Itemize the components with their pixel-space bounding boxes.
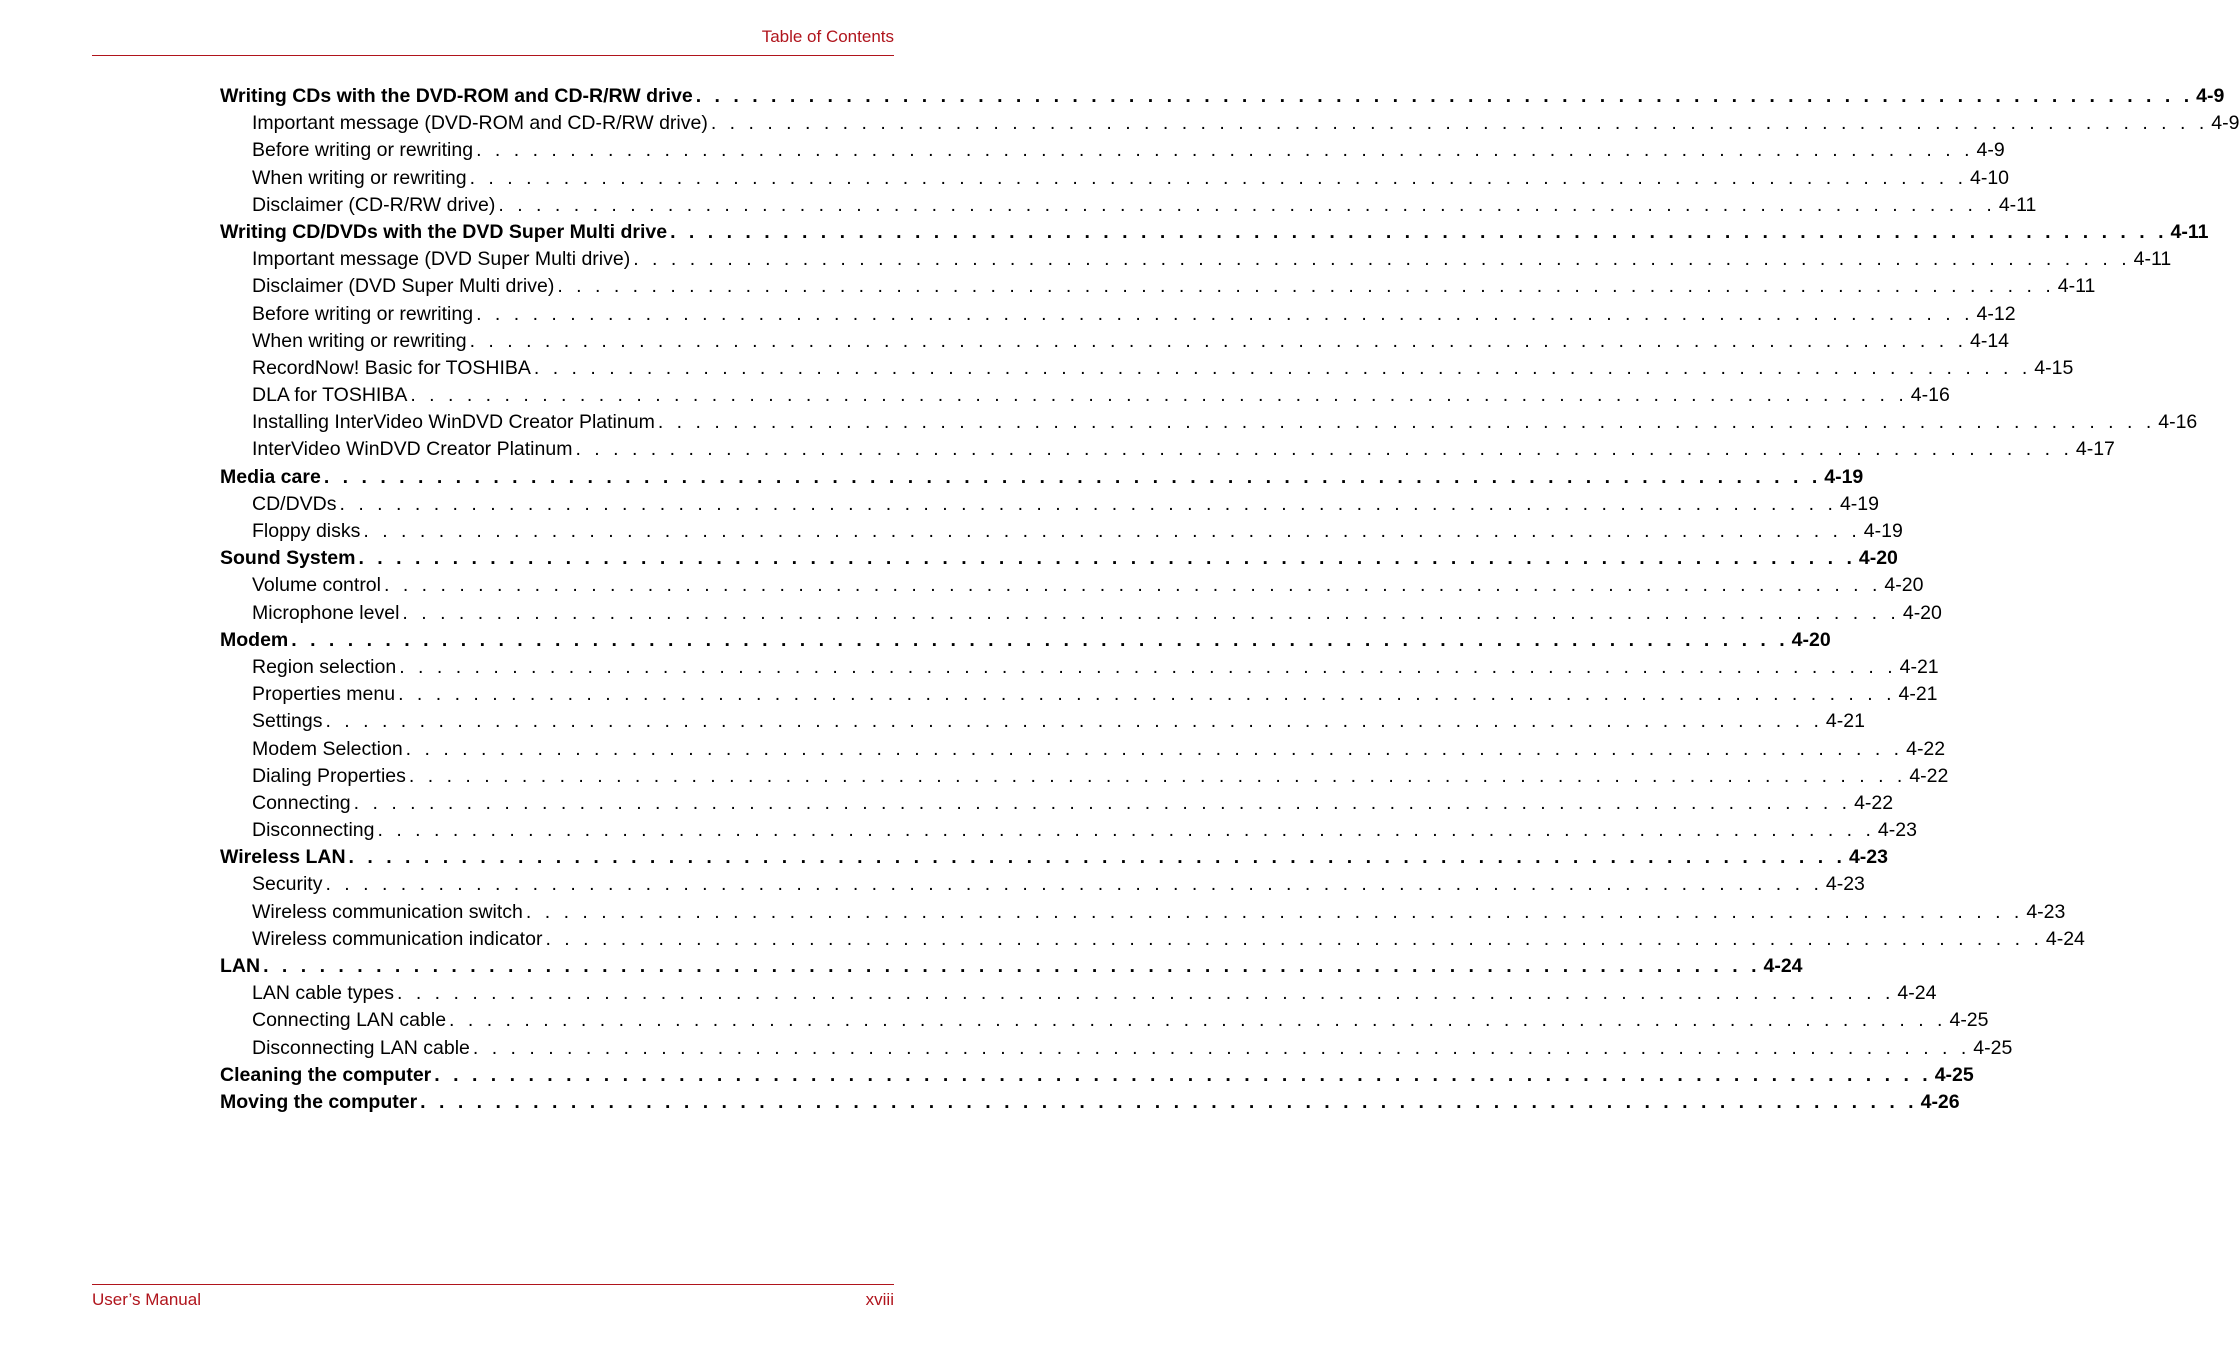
toc-dot-leader: . . . . . . . . . . . . . . . . . . . . . . . . . . . . . . . . . . . . . . . . . . . . . . . . . . . . . . . . . . . . . . . . . . . . . . . . . . . . . . . . [358, 547, 1856, 570]
toc-dot-leader: . . . . . . . . . . . . . . . . . . . . . . . . . . . . . . . . . . . . . . . . . . . . . . . . . . . . . . . . . . . . . . . . . . . . . . . . . . . . . . . . [405, 737, 1904, 760]
toc-subsection-entry[interactable] [220, 681, 1938, 708]
toc-dot-leader: . . . . . . . . . . . . . . . . . . . . . . . . . . . . . . . . . . . . . . . . . . . . . . . . . . . . . . . . . . . . . . . . . . . . . . . . . . . . . . . . [476, 302, 1974, 325]
toc-entry-title: Connecting [252, 791, 351, 814]
toc-entry-title: Important message (DVD-ROM and CD-R/RW drive) [252, 112, 708, 135]
toc-entry-page: 4-17 [2075, 438, 2115, 461]
toc-subsection-entry[interactable] [220, 1007, 1989, 1034]
toc-entry-page: 4-20 [1902, 601, 1942, 624]
toc-entry-title: Writing CD/DVDs with the DVD Super Multi drive [220, 220, 668, 243]
toc-entry-page: 4-23 [1848, 846, 1888, 869]
toc-entry-title: Media care [220, 465, 321, 488]
toc-entry-page: 4-25 [1934, 1063, 1974, 1086]
toc-dot-leader: . . . . . . . . . . . . . . . . . . . . . . . . . . . . . . . . . . . . . . . . . . . . . . . . . . . . . . . . . . . . . . . . . . . . . . . . . . . . . . . . [469, 166, 1967, 189]
toc-entry-page: 4-11 [2057, 275, 2096, 298]
footer-page-number: xviii [865, 1290, 894, 1309]
toc-entry-title: LAN cable types [252, 982, 394, 1005]
toc-dot-leader: . . . . . . . . . . . . . . . . . . . . . . . . . . . . . . . . . . . . . . . . . . . . . . . . . . . . . . . . . . . . . . . . . . . . . . . . . . . . . . . . [657, 411, 2156, 434]
toc-dot-leader: . . . . . . . . . . . . . . . . . . . . . . . . . . . . . . . . . . . . . . . . . . . . . . . . . . . . . . . . . . . . . . . . . . . . . . . . . . . . . . . . [384, 574, 1882, 597]
toc-dot-leader: . . . . . . . . . . . . . . . . . . . . . . . . . . . . . . . . . . . . . . . . . . . . . . . . . . . . . . . . . . . . . . . . . . . . . . . . . . . . . . . . [325, 873, 1823, 896]
toc-entry-title: Cleaning the computer [220, 1063, 432, 1086]
toc-subsection-entry[interactable] [220, 491, 1879, 518]
toc-dot-leader: . . . . . . . . . . . . . . . . . . . . . . . . . . . . . . . . . . . . . . . . . . . . . . . . . . . . . . . . . . . . . . . . . . . . . . . . . . . . . . . . [449, 1009, 1947, 1032]
toc-dot-leader: . . . . . . . . . . . . . . . . . . . . . . . . . . . . . . . . . . . . . . . . . . . . . . . . . . . . . . . . . . . . . . . . . . . . . . . . . . . . . . . . [498, 193, 1996, 216]
toc-subsection-entry[interactable] [220, 708, 1865, 735]
header-rule [92, 55, 894, 56]
toc-dot-leader: . . . . . . . . . . . . . . . . . . . . . . . . . . . . . . . . . . . . . . . . . . . . . . . . . . . . . . . . . . . . . . . . . . . . . . . . . . . . . . . . [434, 1063, 1932, 1086]
toc-entry-title: Before writing or rewriting [252, 302, 474, 325]
toc-entry-page: 4-22 [1854, 791, 1894, 814]
toc-dot-leader: . . . . . . . . . . . . . . . . . . . . . . . . . . . . . . . . . . . . . . . . . . . . . . . . . . . . . . . . . . . . . . . . . . . . . . . . . . . . . . . . [399, 655, 1897, 678]
toc-dot-leader: . . . . . . . . . . . . . . . . . . . . . . . . . . . . . . . . . . . . . . . . . . . . . . . . . . . . . . . . . . . . . . . . . . . . . . . . . . . . . . . . [410, 384, 1908, 407]
toc-dot-leader: . . . . . . . . . . . . . . . . . . . . . . . . . . . . . . . . . . . . . . . . . . . . . . . . . . . . . . . . . . . . . . . . . . . . . . . . . . . . . . . . [557, 275, 2055, 298]
toc-entry-title: Writing CDs with the DVD-ROM and CD-R/RW drive [220, 85, 693, 107]
toc-subsection-entry[interactable] [220, 301, 2016, 328]
toc-entry-page: 4-26 [1920, 1090, 1960, 1113]
toc-entry-title: Floppy disks [252, 520, 361, 542]
footer-manual-title: User’s Manual [92, 1290, 201, 1309]
toc-dot-leader: . . . . . . . . . . . . . . . . . . . . . . . . . . . . . . . . . . . . . . . . . . . . . . . . . . . . . . . . . . . . . . . . . . . . . . . . . . . . . . . . [633, 248, 2131, 271]
toc-entry-page: 4-21 [1898, 683, 1938, 706]
page-header-title: Table of Contents [761, 27, 894, 46]
toc-section-entry[interactable] [220, 953, 1803, 980]
toc-section-entry[interactable] [220, 627, 1831, 654]
toc-entry-title: Wireless communication indicator [252, 927, 543, 950]
toc-entry-title: Connecting LAN cable [252, 1009, 447, 1032]
toc-entry-page: 4-23 [1877, 819, 1917, 842]
toc-dot-leader: . . . . . . . . . . . . . . . . . . . . . . . . . . . . . . . . . . . . . . . . . . . . . . . . . . . . . . . . . . . . . . . . . . . . . . . . . . . . . . . . [291, 628, 1789, 651]
toc-entry-page: 4-20 [1858, 547, 1898, 570]
toc-section-entry[interactable] [220, 83, 2225, 110]
footer-rule [92, 1284, 894, 1285]
toc-dot-leader: . . . . . . . . . . . . . . . . . . . . . . . . . . . . . . . . . . . . . . . . . . . . . . . . . . . . . . . . . . . . . . . . . . . . . . . . . . . . . . . . [710, 112, 2209, 135]
toc-entry-page: 4-14 [1970, 329, 2010, 352]
toc-subsection-entry[interactable] [220, 518, 1903, 545]
toc-dot-leader: . . . . . . . . . . . . . . . . . . . . . . . . . . . . . . . . . . . . . . . . . . . . . . . . . . . . . . . . . . . . . . . . . . . . . . . . . . . . . . . . [377, 819, 1875, 842]
toc-entry-title: Disconnecting [252, 819, 375, 842]
toc-subsection-entry[interactable] [220, 110, 2239, 137]
toc-subsection-entry[interactable] [220, 871, 1865, 898]
toc-dot-leader: . . . . . . . . . . . . . . . . . . . . . . . . . . . . . . . . . . . . . . . . . . . . . . . . . . . . . . . . . . . . . . . . . . . . . . . . . . . . . . . . [353, 791, 1852, 814]
toc-entry-title: InterVideo WinDVD Creator Platinum [252, 438, 573, 461]
toc-entry-title: Installing InterVideo WinDVD Creator Platinum [252, 411, 655, 434]
toc-entry-title: Sound System [220, 547, 356, 570]
toc-dot-leader: . . . . . . . . . . . . . . . . . . . . . . . . . . . . . . . . . . . . . . . . . . . . . . . . . . . . . . . . . . . . . . . . . . . . . . . . . . . . . . . . [397, 982, 1895, 1005]
toc-entry-page: 4-20 [1884, 574, 1924, 597]
toc-entry-title: RecordNow! Basic for TOSHIBA [252, 356, 531, 379]
toc-dot-leader: . . . . . . . . . . . . . . . . . . . . . . . . . . . . . . . . . . . . . . . . . . . . . . . . . . . . . . . . . . . . . . . . . . . . . . . . . . . . . . . . [533, 356, 2032, 379]
toc-entry-title: Volume control [252, 574, 381, 597]
toc-entry-page: 4-12 [1976, 302, 2016, 325]
toc-entry-title: DLA for TOSHIBA [252, 384, 408, 407]
toc-entry-title: LAN [220, 955, 261, 977]
toc-entry-page: 4-21 [1825, 710, 1865, 733]
toc-entry-title: Microphone level [252, 601, 400, 624]
toc-section-entry[interactable] [220, 545, 1898, 572]
toc-entry-page: 4-11 [2133, 248, 2172, 271]
toc-entry-page: 4-20 [1791, 628, 1831, 651]
toc-subsection-entry[interactable] [220, 736, 1946, 763]
toc-entry-title: Disclaimer (DVD Super Multi drive) [252, 275, 555, 298]
toc-dot-leader: . . . . . . . . . . . . . . . . . . . . . . . . . . . . . . . . . . . . . . . . . . . . . . . . . . . . . . . . . . . . . . . . . . . . . . . . . . . . . . . . [476, 139, 1974, 162]
toc-subsection-entry[interactable] [220, 926, 2085, 953]
toc-entry-page: 4-24 [2045, 927, 2085, 950]
toc-entry-title: Moving the computer [220, 1090, 418, 1113]
toc-entry-page: 4-15 [2034, 356, 2074, 379]
toc-entry-page: 4-19 [1824, 465, 1864, 488]
toc-subsection-entry[interactable] [220, 436, 2115, 463]
toc-entry-title: Properties menu [252, 683, 396, 706]
toc-subsection-entry[interactable] [220, 572, 1924, 599]
toc-section-entry[interactable] [220, 1062, 1974, 1089]
toc-entry-page: 4-11 [2170, 220, 2209, 243]
toc-subsection-entry[interactable] [220, 600, 1942, 627]
toc-entry-title: Disclaimer (CD-R/RW drive) [252, 193, 496, 216]
toc-dot-leader: . . . . . . . . . . . . . . . . . . . . . . . . . . . . . . . . . . . . . . . . . . . . . . . . . . . . . . . . . . . . . . . . . . . . . . . . . . . . . . . . [323, 465, 1822, 488]
toc-entry-title: CD/DVDs [252, 492, 337, 515]
toc-entry-page: 4-10 [1970, 166, 2010, 189]
toc-entry-page: 4-23 [2026, 900, 2066, 923]
toc-entry-page: 4-11 [1998, 193, 2037, 216]
toc-subsection-entry[interactable] [220, 165, 2010, 192]
toc-entry-page: 4-16 [2158, 411, 2198, 434]
toc-entry-page: 4-25 [1949, 1009, 1989, 1032]
toc-dot-leader: . . . . . . . . . . . . . . . . . . . . . . . . . . . . . . . . . . . . . . . . . . . . . . . . . . . . . . . . . . . . . . . . . . . . . . . . . . . . . . . . [472, 1036, 1971, 1059]
toc-entry-page: 4-24 [1897, 982, 1937, 1005]
toc-entry-page: 4-9 [1976, 139, 2005, 162]
toc-subsection-entry[interactable] [220, 328, 2010, 355]
toc-entry-page: 4-22 [1909, 764, 1949, 787]
toc-dot-leader: . . . . . . . . . . . . . . . . . . . . . . . . . . . . . . . . . . . . . . . . . . . . . . . . . . . . . . . . . . . . . . . . . . . . . . . . . . . . . . . . [363, 520, 1861, 542]
toc-dot-leader: . . . . . . . . . . . . . . . . . . . . . . . . . . . . . . . . . . . . . . . . . . . . . . . . . . . . . . . . . . . . . . . . . . . . . . . . . . . . . . . . [695, 85, 2194, 107]
toc-section-entry[interactable] [220, 1089, 1960, 1116]
toc-subsection-entry[interactable] [220, 654, 1939, 681]
toc-dot-leader: . . . . . . . . . . . . . . . . . . . . . . . . . . . . . . . . . . . . . . . . . . . . . . . . . . . . . . . . . . . . . . . . . . . . . . . . . . . . . . . . [469, 329, 1967, 352]
toc-dot-leader: . . . . . . . . . . . . . . . . . . . . . . . . . . . . . . . . . . . . . . . . . . . . . . . . . . . . . . . . . . . . . . . . . . . . . . . . . . . . . . . . [263, 955, 1761, 977]
toc-subsection-entry[interactable] [220, 409, 2198, 436]
toc-entry-title: Security [252, 873, 323, 896]
toc-entry-page: 4-21 [1899, 655, 1939, 678]
toc-subsection-entry[interactable] [220, 246, 2172, 273]
toc-entry-title: Modem Selection [252, 737, 403, 760]
toc-dot-leader: . . . . . . . . . . . . . . . . . . . . . . . . . . . . . . . . . . . . . . . . . . . . . . . . . . . . . . . . . . . . . . . . . . . . . . . . . . . . . . . . [420, 1090, 1918, 1113]
toc-entry-title: Settings [252, 710, 323, 733]
toc-dot-leader: . . . . . . . . . . . . . . . . . . . . . . . . . . . . . . . . . . . . . . . . . . . . . . . . . . . . . . . . . . . . . . . . . . . . . . . . . . . . . . . . [575, 438, 2073, 461]
toc-subsection-entry[interactable] [220, 980, 1937, 1007]
toc-subsection-entry[interactable] [220, 382, 1950, 409]
toc-dot-leader: . . . . . . . . . . . . . . . . . . . . . . . . . . . . . . . . . . . . . . . . . . . . . . . . . . . . . . . . . . . . . . . . . . . . . . . . . . . . . . . . [398, 683, 1896, 706]
toc-entry-page: 4-9 [2211, 112, 2239, 135]
toc-dot-leader: . . . . . . . . . . . . . . . . . . . . . . . . . . . . . . . . . . . . . . . . . . . . . . . . . . . . . . . . . . . . . . . . . . . . . . . . . . . . . . . . [325, 710, 1823, 733]
toc-entry-page: 4-9 [2196, 85, 2225, 107]
toc-entry-title: Modem [220, 628, 289, 651]
toc-section-entry[interactable] [220, 219, 2209, 246]
toc-entry-page: 4-23 [1825, 873, 1865, 896]
toc-entry-page: 4-22 [1906, 737, 1946, 760]
toc-dot-leader: . . . . . . . . . . . . . . . . . . . . . . . . . . . . . . . . . . . . . . . . . . . . . . . . . . . . . . . . . . . . . . . . . . . . . . . . . . . . . . . . [402, 601, 1900, 624]
toc-entry-title: When writing or rewriting [252, 329, 467, 352]
toc-entry-title: Dialing Properties [252, 764, 406, 787]
toc-subsection-entry[interactable] [220, 273, 2096, 300]
toc-section-entry[interactable] [220, 464, 1864, 491]
toc-entry-title: Before writing or rewriting [252, 139, 474, 162]
toc-subsection-entry[interactable] [220, 1035, 2013, 1062]
toc-entry-title: Disconnecting LAN cable [252, 1036, 470, 1059]
toc-entry-page: 4-19 [1863, 520, 1903, 542]
toc-entry-page: 4-24 [1763, 955, 1803, 977]
toc-entry-title: When writing or rewriting [252, 166, 467, 189]
toc-subsection-entry[interactable] [220, 790, 1894, 817]
table-of-contents [220, 83, 2239, 1116]
toc-subsection-entry[interactable] [220, 192, 2037, 219]
toc-subsection-entry[interactable] [220, 817, 1917, 844]
toc-entry-title: Wireless communication switch [252, 900, 523, 923]
toc-entry-page: 4-19 [1839, 492, 1879, 515]
toc-subsection-entry[interactable] [220, 137, 2005, 164]
toc-entry-title: Region selection [252, 655, 397, 678]
toc-dot-leader: . . . . . . . . . . . . . . . . . . . . . . . . . . . . . . . . . . . . . . . . . . . . . . . . . . . . . . . . . . . . . . . . . . . . . . . . . . . . . . . . [545, 927, 2043, 950]
toc-section-entry[interactable] [220, 844, 1888, 871]
toc-dot-leader: . . . . . . . . . . . . . . . . . . . . . . . . . . . . . . . . . . . . . . . . . . . . . . . . . . . . . . . . . . . . . . . . . . . . . . . . . . . . . . . . [348, 846, 1846, 869]
toc-subsection-entry[interactable] [220, 355, 2074, 382]
toc-dot-leader: . . . . . . . . . . . . . . . . . . . . . . . . . . . . . . . . . . . . . . . . . . . . . . . . . . . . . . . . . . . . . . . . . . . . . . . . . . . . . . . . [339, 492, 1837, 515]
toc-entry-title: Wireless LAN [220, 846, 346, 869]
toc-entry-page: 4-25 [1973, 1036, 2013, 1059]
toc-entry-page: 4-16 [1910, 384, 1950, 407]
toc-subsection-entry[interactable] [220, 899, 2066, 926]
toc-dot-leader: . . . . . . . . . . . . . . . . . . . . . . . . . . . . . . . . . . . . . . . . . . . . . . . . . . . . . . . . . . . . . . . . . . . . . . . . . . . . . . . . [670, 220, 2168, 243]
toc-dot-leader: . . . . . . . . . . . . . . . . . . . . . . . . . . . . . . . . . . . . . . . . . . . . . . . . . . . . . . . . . . . . . . . . . . . . . . . . . . . . . . . . [525, 900, 2024, 923]
toc-entry-title: Important message (DVD Super Multi drive) [252, 248, 631, 271]
toc-subsection-entry[interactable] [220, 763, 1949, 790]
toc-dot-leader: . . . . . . . . . . . . . . . . . . . . . . . . . . . . . . . . . . . . . . . . . . . . . . . . . . . . . . . . . . . . . . . . . . . . . . . . . . . . . . . . [408, 764, 1907, 787]
